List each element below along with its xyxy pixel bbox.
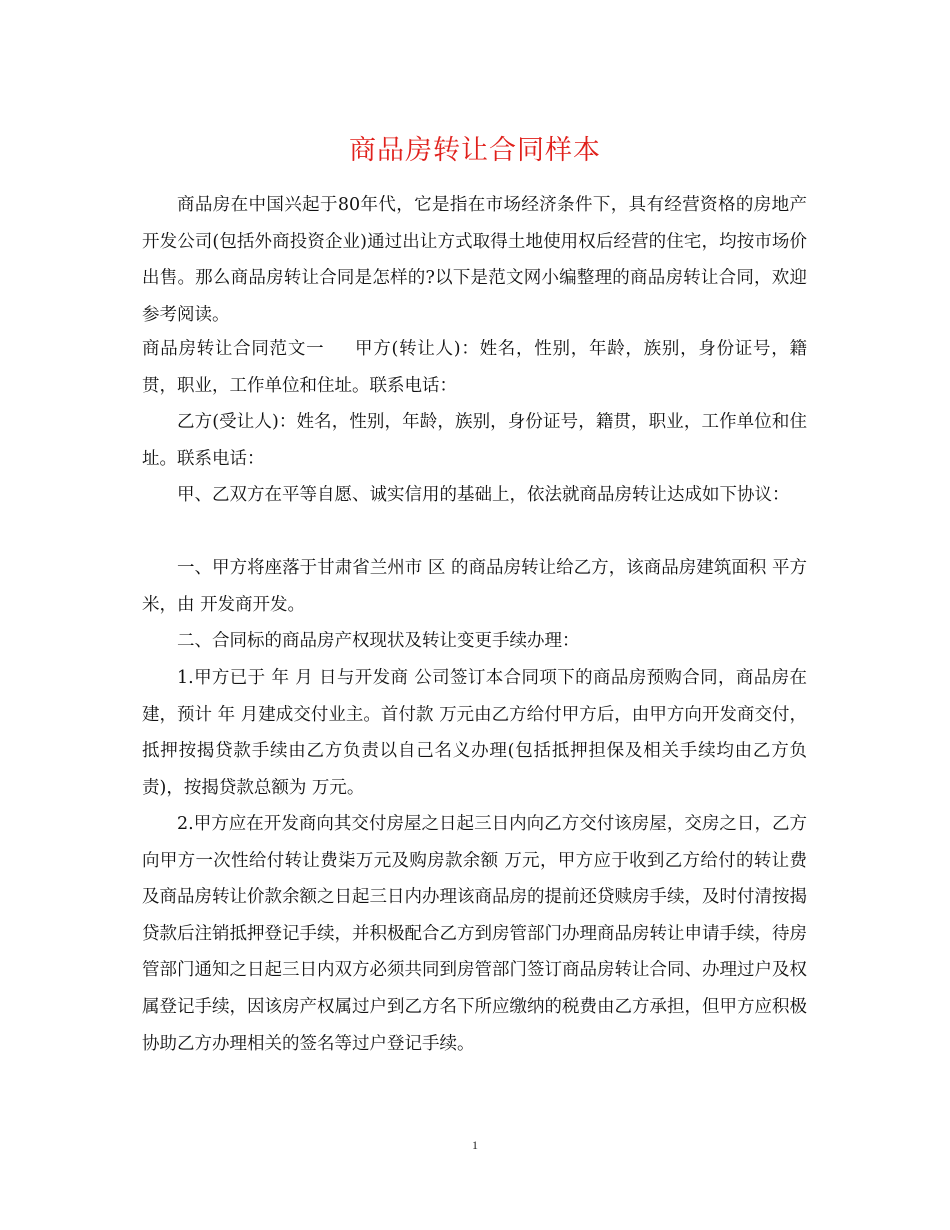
clause-two-item-two: 2.甲方应在开发商向其交付房屋之日起三日内向乙方交付该房屋，交房之日，乙方向甲方一次性给付转让费柒万元及购房款余额 万元，甲方应于收到乙方给付的转让费及商品房转让价款余额之日起三日内办理该商品房的提前还贷赎房手续，及时付清按揭贷款后注销抵押登记手续，并积极配合乙方到房管部门办理商品房转让申请手续，待房管部门通知之日起三日内双方必须共同到房管部门签订商品房转让合同、办理过户及权属登记手续，因该房产权属过户到乙方名下所应缴纳的税费由乙方承担，但甲方应积极协助乙方办理相关的签名等过户登记手续。 [142,814,807,1054]
intro-paragraph: 商品房在中国兴起于80年代，它是指在市场经济条件下，具有经营资格的房地产开发公司(包括外商投资企业)通过出让方式取得土地使用权后经营的住宅，均按市场价出售。那么商品房转让合同是怎样的?以下是范文网小编整理的商品房转让合同，欢迎参考阅读。 [142,195,807,325]
sample-heading: 商品房转让合同范文一 [142,339,325,359]
page-number: 1 [472,1138,478,1152]
party-b-paragraph: 乙方(受让人)：姓名，性别，年龄，族别，身份证号，籍贯，职业，工作单位和住址。联系电话： [142,412,807,469]
clause-two-item-one: 1.甲方已于 年 月 日与开发商 公司签订本合同项下的商品房预购合同，商品房在建，预计 年 月建成交付业主。首付款 万元由乙方给付甲方后，由甲方向开发商交付，抵押按揭贷款手续由乙方负责以自己名义办理(包括抵押担保及相关手续均由乙方负责)，按揭贷款总额为 万元。 [142,668,807,798]
party-a-text: 甲方(转让人)：姓名，性别，年龄，族别，身份证号，籍贯，职业，工作单位和住址。联系电话： [142,339,808,396]
document-title: 商品房转让合同样本 [349,135,601,166]
party-a-paragraph [142,331,807,404]
clause-two-heading: 二、合同标的商品房产权现状及转让变更手续办理： [177,631,580,651]
agreement-paragraph: 甲、乙双方在平等自愿、诚实信用的基础上，依法就商品房转让达成如下协议： [177,485,790,505]
clause-one-paragraph: 一、甲方将座落于甘肃省兰州市 区 的商品房转让给乙方，该商品房建筑面积 平方米，由 开发商开发。 [142,558,807,615]
